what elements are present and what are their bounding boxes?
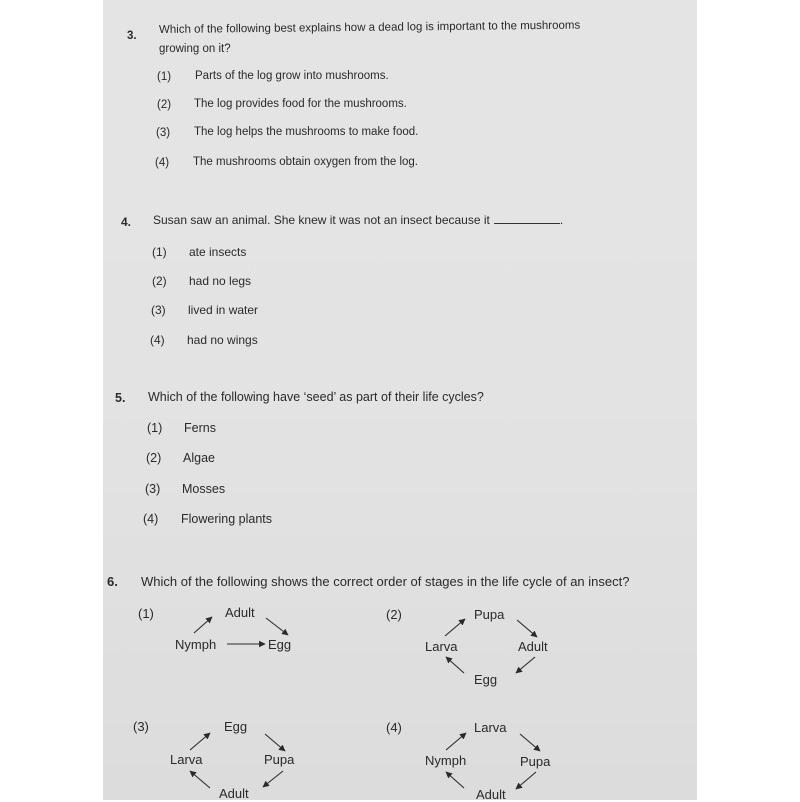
question-text: Which of the following shows the correct order of stages in the life cycle of an insect? xyxy=(141,574,630,589)
stage-label-bottom: Egg xyxy=(474,672,498,687)
stage-label-right: Egg xyxy=(268,637,292,652)
option-number: (1) xyxy=(147,421,163,435)
arrow-adult-to-larva xyxy=(190,771,210,788)
stage-label-right: Adult xyxy=(518,639,548,654)
option-text[interactable]: The log helps the mushrooms to make food. xyxy=(194,126,419,138)
arrow-egg-to-pupa xyxy=(265,734,285,751)
option-number: (2) xyxy=(152,274,167,288)
arrow-nymph-to-adult xyxy=(194,617,212,633)
option-number: (4) xyxy=(143,512,159,526)
option-text[interactable]: Parts of the log grow into mushrooms. xyxy=(195,70,389,82)
arrow-larva-to-pupa xyxy=(445,619,465,636)
stage-label-left: Nymph xyxy=(425,753,467,768)
arrow-larva-to-egg xyxy=(190,733,210,750)
stage-label-left: Larva xyxy=(425,639,458,654)
option-text[interactable]: had no wings xyxy=(187,333,258,347)
arrow-adult-to-egg xyxy=(516,657,535,673)
stage-label-top: Adult xyxy=(225,605,255,620)
arrow-larva-to-pupa xyxy=(520,734,540,751)
option-text[interactable]: Algae xyxy=(183,451,215,465)
option-number: (3) xyxy=(145,482,161,496)
arrow-pupa-to-adult xyxy=(263,771,283,787)
arrow-pupa-to-adult xyxy=(516,772,536,789)
question-text-continued: growing on it? xyxy=(159,43,231,55)
question-text: Which of the following have ‘seed’ as part of their life cycles? xyxy=(148,390,484,404)
option-text[interactable]: Ferns xyxy=(184,421,216,435)
option-number[interactable]: (1) xyxy=(138,606,154,621)
option-text[interactable]: lived in water xyxy=(188,303,259,317)
question-text-main: Susan saw an animal. She knew it was not an insect because it xyxy=(153,213,490,227)
stage-label-right: Pupa xyxy=(264,752,295,767)
option-number: (1) xyxy=(157,71,172,83)
question-number: 4. xyxy=(121,215,132,229)
stage-label-left: Larva xyxy=(170,752,203,767)
stage-label-top: Pupa xyxy=(474,607,505,622)
arrow-adult-to-nymph xyxy=(446,772,464,788)
option-text[interactable]: The log provides food for the mushrooms. xyxy=(194,98,407,110)
stage-label-top: Larva xyxy=(474,720,507,735)
option-text[interactable]: ate insects xyxy=(189,245,247,259)
question-number: 5. xyxy=(115,391,126,405)
option-number: (4) xyxy=(155,157,170,169)
option-number[interactable]: (2) xyxy=(386,607,402,622)
option-number: (2) xyxy=(157,99,172,111)
arrow-adult-to-egg xyxy=(266,618,288,635)
option-text[interactable]: The mushrooms obtain oxygen from the log. xyxy=(193,156,419,168)
option-text[interactable]: Flowering plants xyxy=(181,512,273,526)
arrow-nymph-to-larva xyxy=(446,733,466,750)
question-text-end: . xyxy=(559,213,564,227)
arrow-pupa-to-adult xyxy=(517,620,537,637)
question-number: 6. xyxy=(107,574,118,589)
option-number: (1) xyxy=(152,245,167,259)
stage-label-bottom: Adult xyxy=(476,787,506,802)
option-number[interactable]: (3) xyxy=(133,719,149,734)
option-number[interactable]: (4) xyxy=(386,720,402,735)
arrow-egg-to-larva xyxy=(446,657,464,673)
question-number: 3. xyxy=(127,30,137,42)
stage-label-top: Egg xyxy=(224,719,248,734)
stage-label-right: Pupa xyxy=(520,754,551,769)
option-number: (4) xyxy=(150,333,165,347)
option-text[interactable]: Mosses xyxy=(182,482,226,496)
stage-label-bottom: Adult xyxy=(219,786,249,801)
option-number: (3) xyxy=(156,127,171,139)
question-text: Which of the following best explains how a dead log is important to the mushrooms xyxy=(158,19,581,36)
option-text[interactable]: had no legs xyxy=(189,274,252,288)
option-number: (3) xyxy=(151,303,166,317)
option-number: (2) xyxy=(146,451,162,465)
stage-label-left: Nymph xyxy=(175,637,217,652)
